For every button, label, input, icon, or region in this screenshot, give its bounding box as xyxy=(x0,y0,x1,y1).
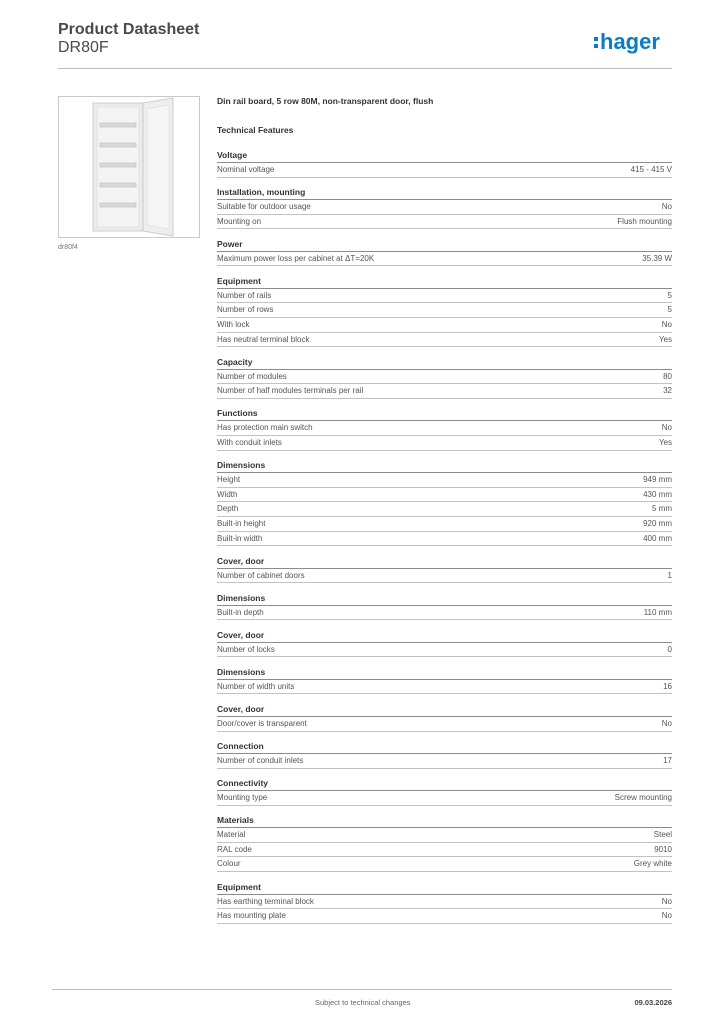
spec-row xyxy=(217,436,672,451)
spec-row xyxy=(217,680,672,695)
spec-label: Number of rails xyxy=(217,290,272,300)
spec-label: Suitable for outdoor usage xyxy=(217,202,311,212)
footer-note: Subject to technical changes xyxy=(315,998,411,1007)
spec-value: 949 mm xyxy=(643,475,672,485)
section-title: Dimensions xyxy=(217,592,672,606)
spec-content xyxy=(217,95,672,924)
spec-section xyxy=(217,666,672,703)
spec-label: Number of rows xyxy=(217,305,274,315)
spec-label: Width xyxy=(217,489,238,499)
section-gap xyxy=(217,583,672,592)
spec-label: Colour xyxy=(217,859,241,869)
spec-row xyxy=(217,488,672,503)
spec-label: Height xyxy=(217,475,241,485)
page-title: Product Datasheet xyxy=(58,21,200,38)
spec-label: Has mounting plate xyxy=(217,911,286,921)
spec-label: Depth xyxy=(217,504,239,514)
section-title: Dimensions xyxy=(217,666,672,680)
spec-row xyxy=(217,252,672,267)
spec-value: 430 mm xyxy=(643,489,672,499)
spec-row xyxy=(217,473,672,488)
spec-label: RAL code xyxy=(217,844,252,854)
section-gap xyxy=(217,657,672,666)
section-gap xyxy=(217,694,672,703)
spec-section xyxy=(217,629,672,666)
spec-value: 5 xyxy=(667,290,672,300)
section-title: Power xyxy=(217,238,672,252)
spec-value: 80 xyxy=(663,371,672,381)
spec-value: 16 xyxy=(663,681,672,691)
spec-row xyxy=(217,857,672,872)
spec-section xyxy=(217,777,672,814)
spec-value: 1 xyxy=(667,570,672,580)
section-title: Functions xyxy=(217,407,672,421)
spec-label: Material xyxy=(217,830,246,840)
spec-value: No xyxy=(661,320,672,330)
spec-section xyxy=(217,356,672,408)
spec-value: Grey white xyxy=(633,859,672,869)
spec-row xyxy=(217,502,672,517)
spec-row xyxy=(217,828,672,843)
spec-section xyxy=(217,407,672,459)
spec-section xyxy=(217,740,672,777)
spec-value: Steel xyxy=(653,830,672,840)
product-code: DR80F xyxy=(58,39,109,56)
section-title: Capacity xyxy=(217,356,672,370)
spec-value: 5 mm xyxy=(652,504,672,514)
spec-section xyxy=(217,814,672,880)
spec-section xyxy=(217,275,672,356)
spec-value: No xyxy=(661,911,672,921)
spec-row xyxy=(217,909,672,924)
spec-sections xyxy=(217,149,672,924)
spec-row xyxy=(217,791,672,806)
spec-section xyxy=(217,592,672,629)
section-title: Installation, mounting xyxy=(217,186,672,200)
spec-row xyxy=(217,517,672,532)
header-divider xyxy=(58,68,672,69)
spec-label: Nominal voltage xyxy=(217,165,275,174)
spec-section xyxy=(217,238,672,275)
spec-value: No xyxy=(661,718,672,728)
section-gap xyxy=(217,872,672,881)
spec-label: Mounting on xyxy=(217,216,262,226)
section-gap xyxy=(217,769,672,778)
product-description: Din rail board, 5 row 80M, non-transparent door, flush xyxy=(217,96,434,106)
section-title: Cover, door xyxy=(217,555,672,569)
footer-date: 09.03.2026 xyxy=(634,998,672,1007)
section-title: Cover, door xyxy=(217,629,672,643)
section-gap xyxy=(217,399,672,408)
footer-divider xyxy=(52,989,672,990)
spec-row xyxy=(217,200,672,215)
spec-row xyxy=(217,569,672,584)
spec-label: Number of cabinet doors xyxy=(217,570,305,580)
spec-value: 5 xyxy=(667,305,672,315)
spec-label: Built-in depth xyxy=(217,607,264,617)
section-gap xyxy=(217,732,672,741)
spec-value: 9010 xyxy=(654,844,672,854)
spec-row xyxy=(217,384,672,399)
spec-row xyxy=(217,754,672,769)
section-title: Dimensions xyxy=(217,459,672,473)
section-gap xyxy=(217,620,672,629)
spec-section xyxy=(217,149,672,186)
section-gap xyxy=(217,178,672,187)
section-title: Cover, door xyxy=(217,703,672,717)
spec-value: 32 xyxy=(663,386,672,396)
spec-label: Has protection main switch xyxy=(217,423,313,433)
spec-section xyxy=(217,186,672,238)
spec-row xyxy=(217,421,672,436)
spec-label: Number of half modules terminals per rail xyxy=(217,386,364,396)
spec-row xyxy=(217,717,672,732)
spec-row xyxy=(217,895,672,910)
spec-row xyxy=(217,370,672,385)
section-title: Connectivity xyxy=(217,777,672,791)
spec-row xyxy=(217,215,672,230)
spec-value: 110 mm xyxy=(643,607,672,617)
spec-row xyxy=(217,303,672,318)
spec-label: With lock xyxy=(217,320,250,330)
spec-row xyxy=(217,532,672,547)
spec-row xyxy=(217,643,672,658)
technical-features-heading: Technical Features xyxy=(217,125,294,135)
spec-label: Built-in width xyxy=(217,533,263,543)
spec-value: Yes xyxy=(658,438,672,448)
spec-label: Number of locks xyxy=(217,644,275,654)
section-gap xyxy=(217,546,672,555)
section-gap xyxy=(217,451,672,460)
section-title: Voltage xyxy=(217,149,672,163)
spec-value: 0 xyxy=(667,644,672,654)
section-gap xyxy=(217,347,672,356)
spec-row xyxy=(217,163,672,178)
spec-value: Flush mounting xyxy=(617,216,672,226)
brand-wordmark: hager xyxy=(600,29,660,54)
spec-label: Mounting type xyxy=(217,793,268,803)
spec-label: Has neutral terminal block xyxy=(217,334,310,344)
spec-value: 400 mm xyxy=(643,533,672,543)
spec-section xyxy=(217,881,672,924)
spec-label: With conduit inlets xyxy=(217,438,282,448)
section-title: Materials xyxy=(217,814,672,828)
spec-label: Number of width units xyxy=(217,681,295,691)
section-title: Equipment xyxy=(217,275,672,289)
spec-label: Has earthing terminal block xyxy=(217,896,314,906)
spec-row xyxy=(217,289,672,304)
spec-value: No xyxy=(661,202,672,212)
spec-label: Built-in height xyxy=(217,518,266,528)
spec-section xyxy=(217,459,672,554)
spec-section xyxy=(217,555,672,592)
section-title: Equipment xyxy=(217,881,672,895)
spec-value: No xyxy=(661,896,672,906)
section-title: Connection xyxy=(217,740,672,754)
section-gap xyxy=(217,806,672,815)
product-image xyxy=(58,96,200,238)
spec-value: Screw mounting xyxy=(614,793,672,803)
spec-value: Yes xyxy=(658,334,672,344)
spec-label: Number of modules xyxy=(217,371,287,381)
spec-value: No xyxy=(661,423,672,433)
spec-row xyxy=(217,333,672,348)
spec-row xyxy=(217,318,672,333)
spec-value: 17 xyxy=(663,756,672,766)
spec-label: Maximum power loss per cabinet at ΔT=20K xyxy=(217,253,375,263)
spec-label: Number of conduit inlets xyxy=(217,756,304,766)
spec-label: Door/cover is transparent xyxy=(217,718,307,728)
spec-value: 415 - 415 V xyxy=(630,165,672,174)
hager-logo xyxy=(594,27,674,57)
image-caption: dr80f4 xyxy=(58,244,78,251)
spec-row xyxy=(217,843,672,858)
section-gap xyxy=(217,266,672,275)
spec-value: 35.39 W xyxy=(642,253,672,263)
section-gap xyxy=(217,229,672,238)
spec-section xyxy=(217,703,672,740)
spec-value: 920 mm xyxy=(643,518,672,528)
spec-row xyxy=(217,606,672,621)
